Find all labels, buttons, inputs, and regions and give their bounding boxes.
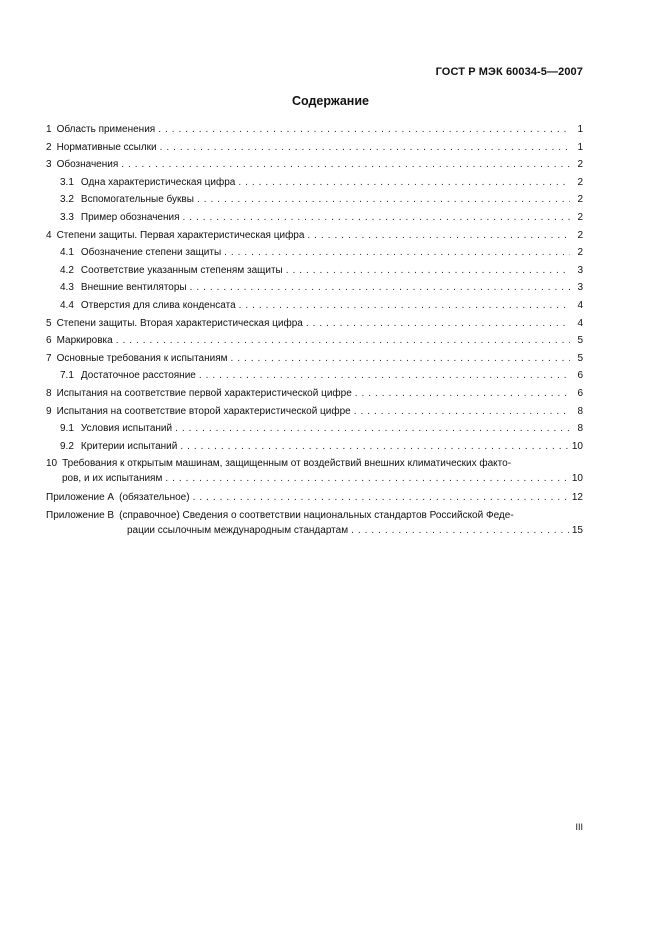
toc-entry[interactable] [46,122,583,140]
toc-entry[interactable] [46,298,583,316]
toc-entry-page: 8 [577,405,583,417]
toc-entry-label: Одна характеристическая цифра [80,176,236,188]
toc-entry-label: Условия испытаний [80,423,173,435]
dot-leader [224,245,570,260]
dot-leader [231,351,571,366]
dot-leader [197,192,570,207]
toc-entry-number: 3.1 [60,176,74,188]
toc-entry[interactable] [46,456,583,490]
toc-entry-label: Отверстия для слива конденсата [80,299,236,311]
toc-entry-label: Степени защиты. Первая характеристическая цифра [56,229,305,241]
dot-leader [158,122,570,137]
dot-leader [121,157,570,172]
dot-leader [238,175,570,190]
toc-entry-page: 12 [571,492,583,504]
toc-entry-label: Обозначение степени защиты [80,247,222,259]
toc-entry-number: 2 [46,141,52,153]
toc-entry-number: Приложение А [46,492,115,504]
toc-entry-number: 4.2 [60,264,74,276]
toc-entry-number: 9.2 [60,440,74,452]
toc-entry-page: 6 [577,387,583,399]
toc-entry-number: Приложение В [46,509,115,521]
toc-entry-label: Соответствие указанным степеням защиты [80,264,283,276]
toc-entry[interactable] [46,175,583,193]
toc-entry[interactable] [46,157,583,175]
toc-entry-label-continued: рации ссылочным международным стандартам [127,524,349,536]
toc-entry-label: Нормативные ссылки [56,141,157,153]
toc-entry[interactable] [46,280,583,298]
toc-entry[interactable] [46,508,583,542]
toc-entry-page: 15 [571,524,583,536]
dot-leader [355,386,570,401]
toc-entry[interactable] [46,228,583,246]
dot-leader [180,439,569,454]
dot-leader [351,523,569,538]
toc-entry-label: Испытания на соответствие первой характеристической цифре [56,387,352,399]
toc-entry[interactable] [46,210,583,228]
toc-entry-page: 2 [577,247,583,259]
toc-entry-page: 5 [577,352,583,364]
toc-entry[interactable] [46,421,583,439]
toc-entry-label: Обозначения [56,159,119,171]
toc-entry-number: 5 [46,317,52,329]
toc-entry-number: 6 [46,335,52,347]
toc-entry-page: 2 [577,229,583,241]
toc-entry-number: 3.2 [60,194,74,206]
dot-leader [165,471,569,486]
toc-entry-page: 10 [571,473,583,485]
toc-entry-page: 3 [577,264,583,276]
toc-entry-label: Пример обозначения [80,211,180,223]
toc-entry-label: Вспомогательные буквы [80,194,194,206]
toc-entry-page: 1 [577,124,583,135]
toc-entry-number: 4 [46,229,52,241]
dot-leader [175,421,570,436]
dot-leader [239,298,570,313]
toc-entry-label: Достаточное расстояние [80,370,196,382]
toc-entry-page: 2 [577,194,583,206]
toc-entry-label: Критерии испытаний [80,440,178,452]
dot-leader [193,490,569,505]
toc-entry[interactable] [46,490,583,508]
toc-entry-number: 3.3 [60,211,74,223]
dot-leader [354,404,570,419]
toc-entry-label: Внешние вентиляторы [80,282,187,294]
toc-entry-page: 2 [577,159,583,171]
toc-entry[interactable] [46,368,583,386]
toc-entry-label: (обязательное) [119,492,190,504]
toc-entry-label: Требования к открытым машинам, защищенным от воздействий внешних климатических факто- [62,458,512,470]
toc-entry-number: 4.3 [60,282,74,294]
toc-entry-page: 3 [577,282,583,294]
toc-entry[interactable] [46,140,583,158]
dot-leader [199,368,570,383]
document-code: ГОСТ Р МЭК 60034-5—2007 [435,66,583,78]
toc-entry[interactable] [46,333,583,351]
toc-entry[interactable] [46,245,583,263]
dot-leader [306,316,570,331]
dot-leader [286,263,570,278]
toc-entry[interactable] [46,316,583,334]
toc-entry-page: 2 [577,176,583,188]
toc-entry-label: Испытания на соответствие второй характеристической цифре [56,405,351,417]
dot-leader [116,333,570,348]
toc-entry-label: Степени защиты. Вторая характеристическая цифра [56,317,303,329]
toc-entry-label: (справочное) Сведения о соответствии национальных стандартов Российской Феде- [119,509,514,521]
toc-entry[interactable] [46,386,583,404]
toc-entry-number: 1 [46,124,52,135]
toc-entry-number: 9 [46,405,52,417]
dot-leader [160,140,570,155]
page-number: III [575,822,583,832]
dot-leader [190,280,570,295]
toc-entry[interactable] [46,263,583,281]
dot-leader [183,210,571,225]
toc-entry-number: 4.4 [60,299,74,311]
toc-entry[interactable] [46,192,583,210]
toc-entry-number: 9.1 [60,423,74,435]
toc-entry-page: 4 [577,317,583,329]
toc-entry-label: Маркировка [56,335,113,347]
table-of-contents [46,122,583,542]
toc-entry[interactable] [46,404,583,422]
toc-entry-page: 10 [571,440,583,452]
toc-entry-number: 10 [46,458,58,470]
toc-entry-label-continued: ров, и их испытаниям [62,473,163,485]
toc-entry-number: 4.1 [60,247,74,259]
dot-leader [307,228,570,243]
toc-entry-number: 7.1 [60,370,74,382]
toc-entry-page: 2 [577,211,583,223]
toc-entry-label: Область применения [56,124,156,135]
toc-entry-label: Основные требования к испытаниям [56,352,228,364]
toc-entry-number: 7 [46,352,52,364]
toc-entry-page: 1 [577,141,583,153]
toc-entry-page: 6 [577,370,583,382]
toc-entry-page: 5 [577,335,583,347]
toc-entry[interactable] [46,439,583,457]
toc-entry[interactable] [46,351,583,369]
toc-title: Содержание [291,94,369,108]
toc-entry-page: 4 [577,299,583,311]
toc-entry-page: 8 [577,423,583,435]
toc-entry-number: 3 [46,159,52,171]
toc-entry-number: 8 [46,387,52,399]
